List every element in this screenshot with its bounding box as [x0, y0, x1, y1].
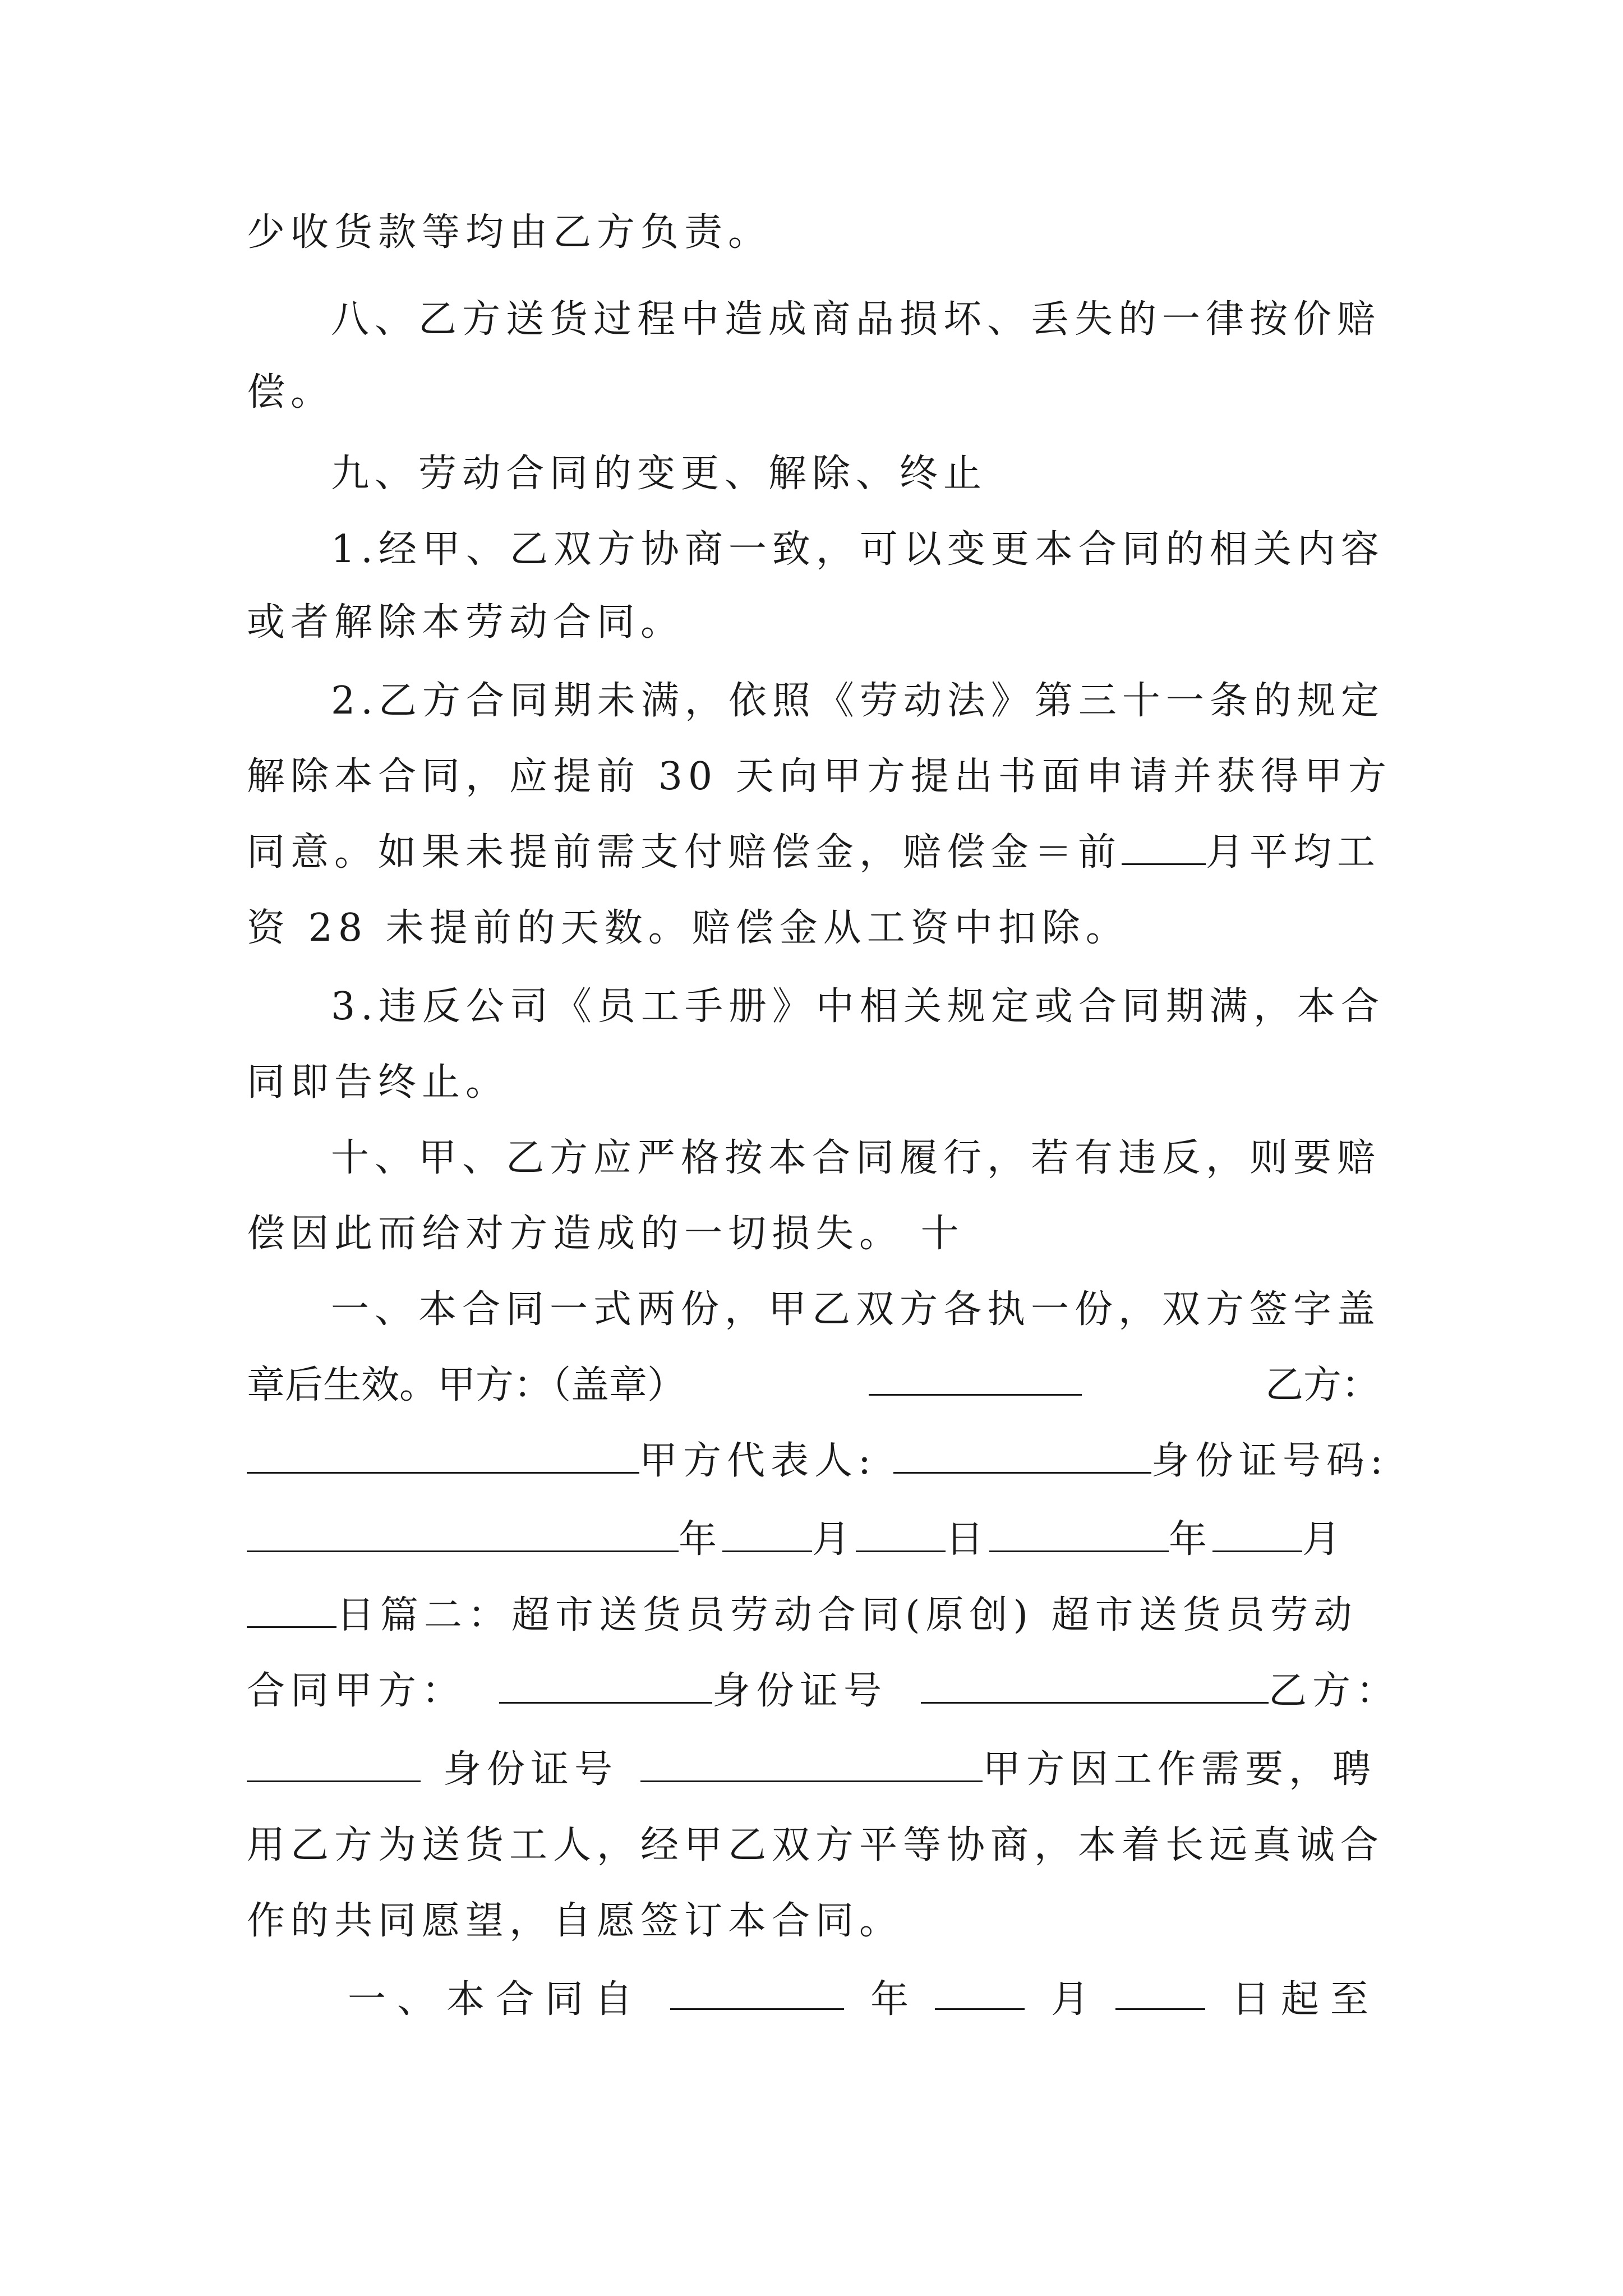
- text-line: [247, 1585, 1380, 1646]
- blank-field: [921, 1663, 1269, 1704]
- blank-field: [722, 1511, 812, 1552]
- blank-field: [247, 1511, 679, 1552]
- text-segment: 月平均工: [1206, 830, 1381, 875]
- text-line: 资 28 未提前的天数。赔偿金从工资中扣除。: [247, 906, 1129, 950]
- text-segment: 月: [1302, 1517, 1347, 1562]
- text-segment: 合同甲方：: [247, 1669, 466, 1713]
- text-line: 偿因此而给对方造成的一切损失。 十: [247, 1212, 965, 1256]
- text-segment: 一、本合同自: [348, 1977, 644, 2022]
- text-segment: 同意。如果未提前需支付赔偿金，赔偿金＝前: [247, 830, 1122, 875]
- text-line: 作的共同愿望，自愿签订本合同。: [247, 1899, 903, 1943]
- blank-field: [1115, 1969, 1205, 2010]
- text-segment: 乙方：: [1265, 1363, 1380, 1407]
- blank-field: [247, 1741, 421, 1782]
- blank-field: [893, 1433, 1151, 1474]
- blank-field: [856, 1511, 946, 1552]
- text-line: 解除本合同，应提前 30 天向甲方提出书面申请并获得甲方: [247, 754, 1392, 799]
- text-segment: 年: [870, 1977, 909, 2022]
- text-segment: 身份证号: [712, 1669, 888, 1713]
- text-line: 十、甲、乙方应严格按本合同履行，若有违反，则要赔: [331, 1136, 1381, 1180]
- text-segment: 日篇二：超市送货员劳动合同(原创) 超市送货员劳动: [336, 1593, 1358, 1637]
- text-line: [348, 1969, 1380, 2031]
- blank-field: [247, 1587, 336, 1628]
- text-segment: 章后生效。甲方：（盖章）: [247, 1363, 686, 1407]
- date-line: [247, 1509, 1380, 1571]
- text-line: [247, 1739, 1380, 1801]
- blank-field: [670, 1969, 844, 2010]
- text-line: 2.乙方合同期未满，依照《劳动法》第三十一条的规定: [331, 679, 1385, 723]
- text-segment: 月: [1050, 1977, 1089, 2022]
- blank-field: [935, 1969, 1025, 2010]
- text-line: 用乙方为送货工人，经甲乙双方平等协商，本着长远真诚合: [247, 1823, 1385, 1867]
- text-segment: 日: [946, 1517, 990, 1562]
- text-line: [247, 822, 1380, 884]
- text-segment: 乙方：: [1269, 1669, 1400, 1713]
- text-segment: 年: [1169, 1517, 1213, 1562]
- text-segment: 甲方因工作需要，聘: [983, 1747, 1377, 1792]
- blank-field: [640, 1741, 983, 1782]
- blank-field: [869, 1355, 1082, 1396]
- text-line: 1.经甲、乙双方协商一致，可以变更本合同的相关内容: [331, 527, 1385, 572]
- signature-line: [247, 1430, 1389, 1492]
- signature-line: [247, 1355, 1380, 1416]
- text-segment: 甲方代表人:: [639, 1439, 877, 1483]
- text-segment: 月: [812, 1517, 856, 1562]
- text-line: 一、本合同一式两份，甲乙双方各执一份，双方签字盖: [331, 1287, 1381, 1332]
- text-line: 八、乙方送货过程中造成商品损坏、丢失的一律按价赔: [331, 297, 1381, 342]
- text-line: 同即告终止。: [247, 1060, 510, 1105]
- blank-field: [1122, 824, 1206, 865]
- text-line: 3.违反公司《员工手册》中相关规定或合同期满，本合: [331, 984, 1385, 1029]
- text-line: 或者解除本劳动合同。: [247, 600, 685, 645]
- section-heading: 九、劳动合同的变更、解除、终止: [331, 452, 988, 496]
- text-segment: 身份证号: [443, 1747, 619, 1792]
- text-line: 偿。: [247, 370, 335, 415]
- text-segment: 日起至: [1231, 1977, 1380, 2022]
- text-segment: 年: [679, 1517, 723, 1562]
- text-line: 少收货款等均由乙方负责。: [247, 210, 772, 255]
- text-segment: 身份证号码:: [1151, 1439, 1389, 1483]
- blank-field: [1212, 1511, 1302, 1552]
- blank-field: [247, 1433, 639, 1474]
- text-line: [247, 1660, 1400, 1722]
- blank-field: [989, 1511, 1169, 1552]
- blank-field: [499, 1663, 712, 1704]
